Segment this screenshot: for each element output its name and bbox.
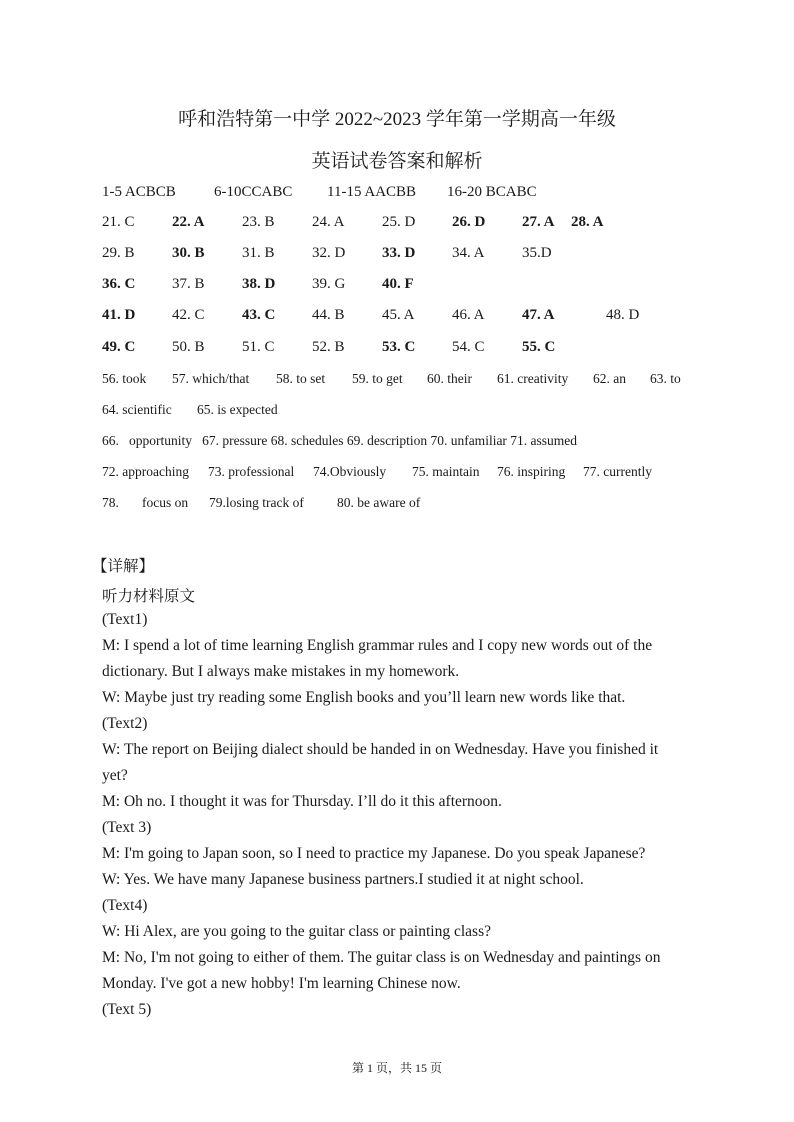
answer-item: 49. C bbox=[102, 339, 136, 355]
answer-item: 22. A bbox=[172, 214, 205, 230]
fill-answer: 64. scientific bbox=[102, 402, 172, 417]
answer-item: 53. C bbox=[382, 339, 416, 355]
answer-item: 43. C bbox=[242, 307, 276, 323]
transcript-line: W: Hi Alex, are you going to the guitar class or painting class? bbox=[102, 923, 491, 940]
fill-answer: 59. to get bbox=[352, 371, 403, 386]
answer-item: 40. F bbox=[382, 276, 414, 292]
vocab-answer-line: 66. opportunity 67. pressure 68. schedules 69. description 70. unfamiliar 71. assumed bbox=[102, 433, 578, 448]
vocab-answer: 75. maintain bbox=[412, 464, 480, 479]
answer-item: 27. A bbox=[522, 214, 555, 230]
vocab-answer: 77. currently bbox=[583, 464, 652, 479]
fill-answer: 65. is expected bbox=[197, 402, 278, 417]
answer-item: 25. D bbox=[382, 214, 416, 230]
transcript-line: yet? bbox=[102, 767, 128, 784]
document-subtitle: 英语试卷答案和解析 bbox=[311, 151, 483, 172]
answer-item: 46. A bbox=[452, 307, 485, 323]
answer-item: 31. B bbox=[242, 245, 275, 261]
transcript-line: M: Oh no. I thought it was for Thursday. I’ll do it this afternoon. bbox=[102, 793, 502, 810]
vocab-answer: 73. professional bbox=[208, 464, 295, 479]
listening-heading: 听力材料原文 bbox=[102, 588, 196, 605]
answer-group: 11-15 AACBB bbox=[327, 184, 417, 200]
vocab-answer: 72. approaching bbox=[102, 464, 189, 479]
fill-answer: 56. took bbox=[102, 371, 147, 386]
answer-item: 30. B bbox=[172, 245, 205, 261]
transcript-line: M: No, I'm not going to either of them. The guitar class is on Wednesday and paintings on bbox=[102, 949, 661, 966]
vocab-answer: 74.Obviously bbox=[313, 464, 387, 479]
fill-answer: 61. creativity bbox=[497, 371, 569, 386]
answer-item: 52. B bbox=[312, 339, 345, 355]
answer-item: 21. C bbox=[102, 214, 135, 230]
transcript-line: (Text1) bbox=[102, 611, 148, 628]
answer-item: 34. A bbox=[452, 245, 485, 261]
transcript-line: W: Maybe just try reading some English books and you’ll learn new words like that. bbox=[102, 689, 626, 706]
answer-item: 26. D bbox=[452, 214, 486, 230]
answer-item: 48. D bbox=[606, 307, 640, 323]
fill-answer: 60. their bbox=[427, 371, 472, 386]
answer-item: 38. D bbox=[242, 276, 276, 292]
transcript-line: (Text2) bbox=[102, 715, 148, 732]
answer-item: 33. D bbox=[382, 245, 416, 261]
answer-item: 35.D bbox=[522, 245, 552, 261]
answer-item: 39. G bbox=[312, 276, 346, 292]
page-footer: 第 1 页，共 15 页 bbox=[351, 1061, 442, 1075]
answer-item: 51. C bbox=[242, 339, 275, 355]
vocab-answer: 80. be aware of bbox=[337, 495, 421, 510]
transcript-line: Monday. I've got a new hobby! I'm learning Chinese now. bbox=[102, 975, 461, 992]
answer-group: 6-10CCABC bbox=[214, 184, 293, 200]
fill-answer: 62. an bbox=[593, 371, 626, 386]
fill-answer: 57. which/that bbox=[172, 371, 250, 386]
vocab-answer: focus on bbox=[142, 495, 189, 510]
transcript-line: (Text 3) bbox=[102, 819, 152, 836]
answer-item: 42. C bbox=[172, 307, 205, 323]
answer-group: 1-5 ACBCB bbox=[102, 184, 176, 200]
answer-item: 28. A bbox=[571, 214, 604, 230]
vocab-answer: 78. bbox=[102, 495, 119, 510]
answer-item: 36. C bbox=[102, 276, 136, 292]
answer-item: 55. C bbox=[522, 339, 556, 355]
transcript-line: W: The report on Beijing dialect should be handed in on Wednesday. Have you finished it bbox=[102, 741, 659, 758]
vocab-answer: 79.losing track of bbox=[209, 495, 304, 510]
transcript-line: M: I'm going to Japan soon, so I need to practice my Japanese. Do you speak Japanese? bbox=[102, 845, 646, 862]
answer-item: 24. A bbox=[312, 214, 345, 230]
transcript-line: (Text4) bbox=[102, 897, 148, 914]
answer-item: 45. A bbox=[382, 307, 415, 323]
fill-answer: 58. to set bbox=[276, 371, 326, 386]
answer-item: 47. A bbox=[522, 307, 555, 323]
answer-item: 32. D bbox=[312, 245, 346, 261]
answer-item: 54. C bbox=[452, 339, 485, 355]
answer-item: 50. B bbox=[172, 339, 205, 355]
answer-item: 44. B bbox=[312, 307, 345, 323]
answer-item: 41. D bbox=[102, 307, 136, 323]
document-title: 呼和浩特第一中学 2022~2023 学年第一学期高一年级 bbox=[178, 109, 616, 130]
fill-answer: 63. to bbox=[650, 371, 681, 386]
transcript-line: dictionary. But I always make mistakes in my homework. bbox=[102, 663, 460, 680]
transcript-line: (Text 5) bbox=[102, 1001, 152, 1018]
vocab-answer: 76. inspiring bbox=[497, 464, 566, 479]
transcript-line: W: Yes. We have many Japanese business partners.I studied it at night school. bbox=[102, 871, 584, 888]
answer-group: 16-20 BCABC bbox=[447, 184, 537, 200]
answer-item: 29. B bbox=[102, 245, 135, 261]
answer-item: 23. B bbox=[242, 214, 275, 230]
detail-heading: 【详解】 bbox=[92, 558, 155, 575]
answer-item: 37. B bbox=[172, 276, 205, 292]
transcript-line: M: I spend a lot of time learning English grammar rules and I copy new words out of the bbox=[102, 637, 653, 654]
